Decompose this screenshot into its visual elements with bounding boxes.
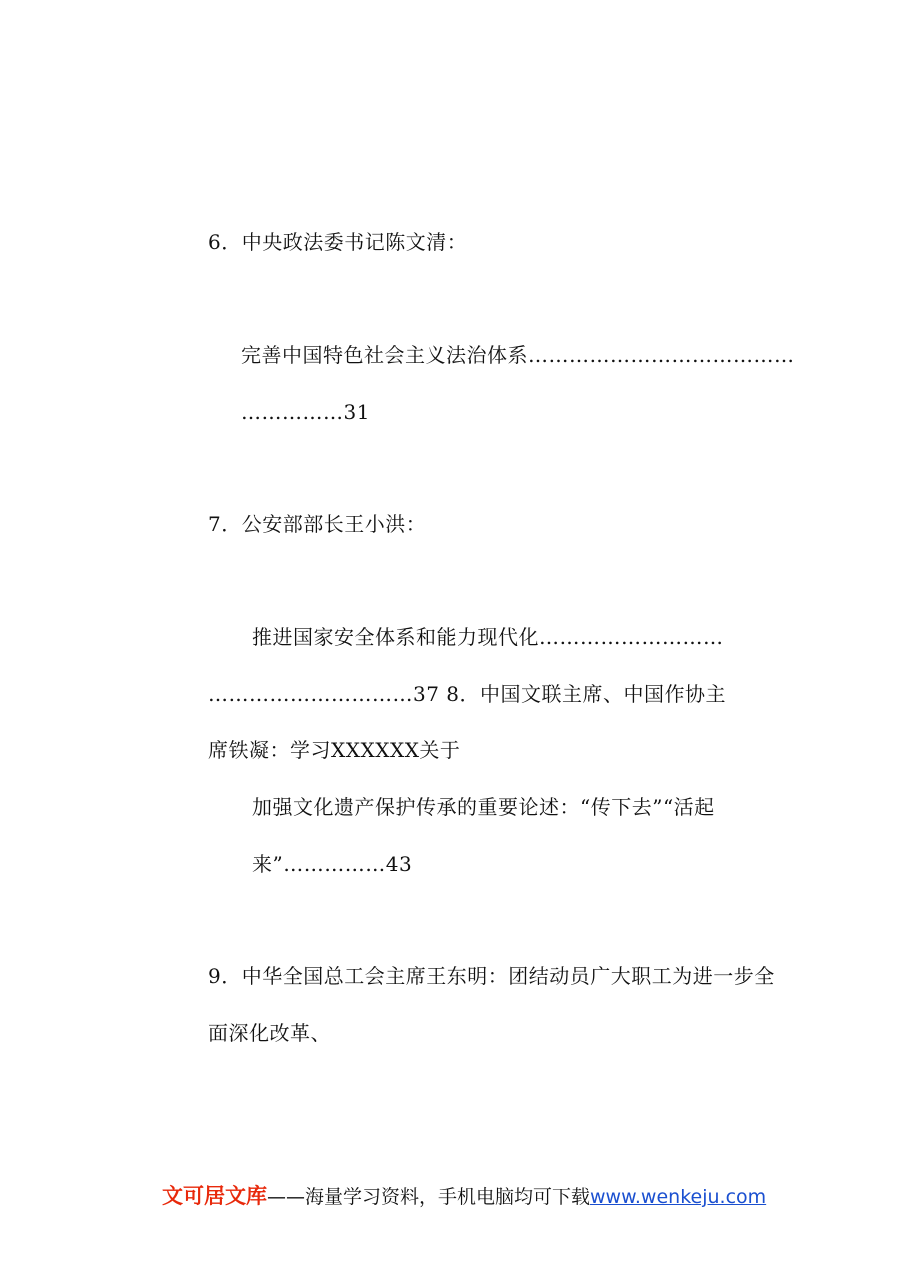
toc-entry-8-title: 加强文化遗产保护传承的重要论述：“传下去”“活起 <box>252 795 715 819</box>
toc-entry-6-heading: 6．中央政法委书记陈文清： <box>208 230 468 254</box>
toc-entry-8-heading-cont: 席铁凝：学习XXXXXX关于 <box>208 738 461 762</box>
toc-entry-9-heading: 9．中华全国总工会主席王东明：团结动员广大职工为进一步全 <box>208 964 775 988</box>
brand-name: 文可居文库 <box>162 1184 267 1208</box>
footer-tagline: ——海量学习资料，手机电脑均可下载 <box>267 1186 591 1208</box>
toc-entry-6-page: ……………31 <box>241 400 370 424</box>
toc-entry-7-page-and-8-heading: …………………………37 8．中国文联主席、中国作协主 <box>208 682 727 706</box>
website-link[interactable]: www.wenkeju.com <box>590 1186 767 1208</box>
toc-entry-7-heading: 7．公安部部长王小洪： <box>208 512 427 536</box>
toc-entry-8-page: 来”……………43 <box>252 852 413 876</box>
toc-entry-7-title: 推进国家安全体系和能力现代化……………………… <box>252 625 724 649</box>
toc-entry-9-heading-cont: 面深化改革、 <box>208 1021 331 1045</box>
toc-entry-6-title: 完善中国特色社会主义法治体系………………………………… <box>241 343 795 367</box>
footer-banner <box>162 1183 766 1210</box>
